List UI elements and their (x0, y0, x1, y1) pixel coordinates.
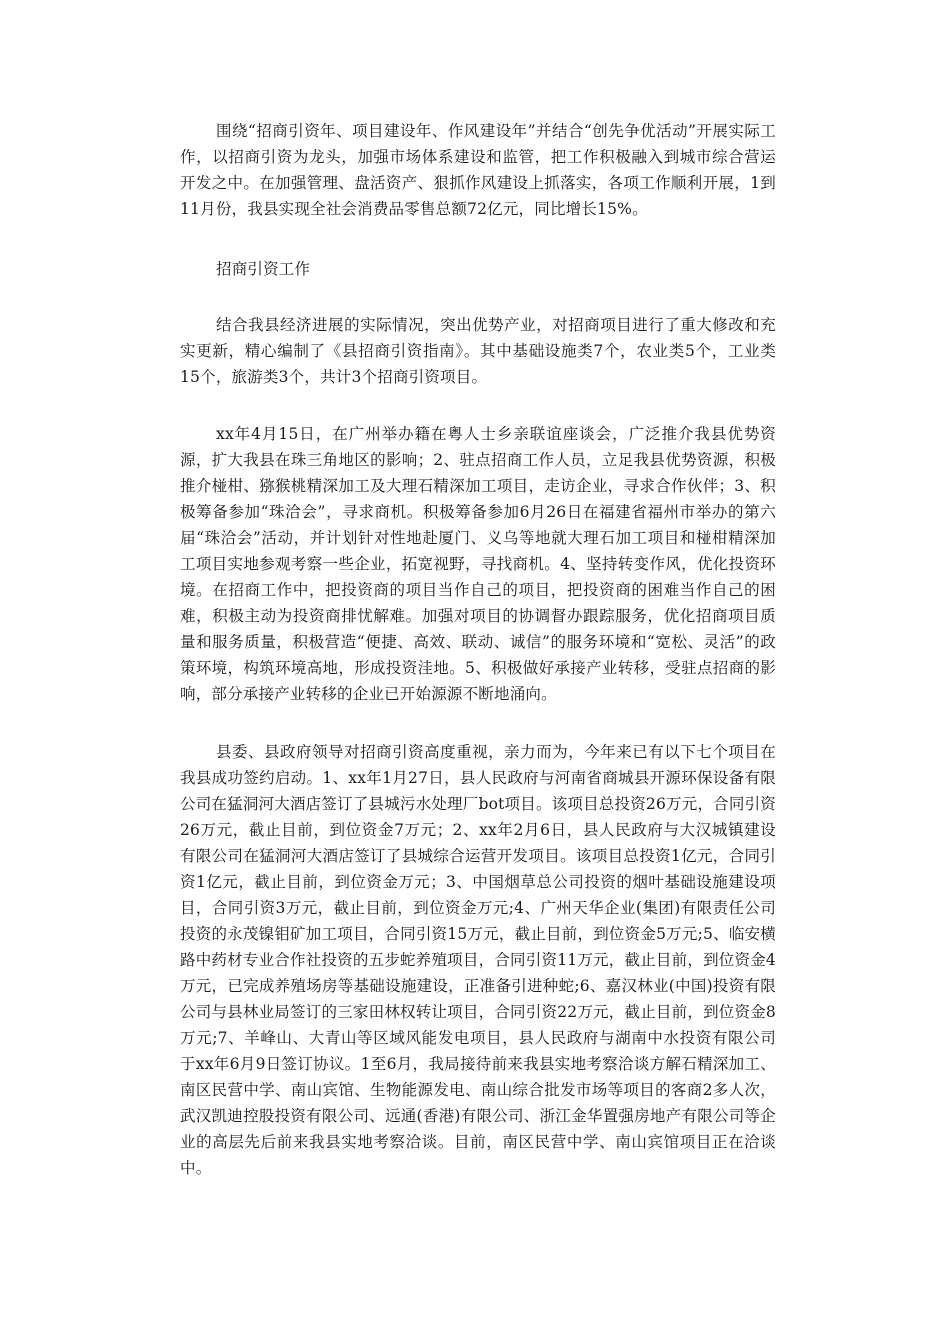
section-heading: 招商引资工作 (216, 260, 311, 278)
document-body (180, 118, 776, 1181)
intro-paragraph: 围绕“招商引资年、项目建设年、作风建设年”并结合“创先争优活动”开展实际工作，以招商引资为龙头，加强市场体系建设和监管，把工作积极融入到城市综合营运开发之中。在加强管理、盘活资产、狠抓作风建设上抓落实，各项工作顺利开展，1到11月份，我县实现全社会消费品零售总额72亿元，同比增长15%。 (180, 122, 776, 218)
signed-projects-paragraph: 县委、县政府领导对招商引资高度重视，亲力而为，今年来已有以下七个项目在我县成功签约启动。1、xx年1月27日，县人民政府与河南省商城县开源环保设备有限公司在猛洞河大酒店签订了县城污水处理厂bot项目。该项目总投资26万元，合同引资26万元，截止目前，到位资金7万元；2、xx年2月6日，县人民政府与大汉城镇建设有限公司在猛洞河大酒店签订了县城综合运营开发项目。该项目总投资1亿元，合同引资1亿元，截止目前，到位资金万元；3、中国烟草总公司投资的烟叶基础设施建设项目，合同引资3万元，截止目前，到位资金万元;4、广州天华企业(集团)有限责任公司投资的永茂镍钼矿加工项目，合同引资15万元，截止目前，到位资金5万元;5、临安横路中药材专业合作社投资的五步蛇养殖项目，合同引资11万元，截止目前，到位资金4万元，已完成养殖场房等基础设施建设，正准备引进种蛇;6、嘉汉林业(中国)投资有限公司与县林业局签订的三家田林权转让项目，合同引资22万元，截止目前，到位资金8万元;7、羊峰山、大青山等区域风能发电项目，县人民政府与湖南中水投资有限公司于xx年6月9日签订协议。1至6月，我局接待前来我县实地考察洽谈方解石精深加工、南区民营中学、南山宾馆、生物能源发电、南山综合批发市场等项目的客商2多人次，武汉凯迪控股投资有限公司、远通(香港)有限公司、浙江金华置强房地产有限公司等企业的高层先后前来我县实地考察洽谈。目前，南区民营中学、南山宾馆项目正在洽谈中。 (180, 743, 776, 1177)
promotion-activities-paragraph: xx年4月15日，在广州举办籍在粤人士乡亲联谊座谈会，广泛推介我县优势资源，扩大我县在珠三角地区的影响；2、驻点招商工作人员，立足我县优势资源，积极推介椪柑、猕猴桃精深加工及大理石精深加工项目，走访企业，寻求合作伙伴；3、积极筹备参加“珠洽会”，寻求商机。积极筹备参加6月26日在福建省福州市举办的第六届“珠洽会”活动，并计划针对性地赴厦门、义乌等地就大理石加工项目和椪柑精深加工项目实地参观考察一些企业，拓宽视野，寻找商机。4、坚持转变作风，优化投资环境。在招商工作中，把投资商的项目当作自己的项目，把投资商的困难当作自己的困难，积极主动为投资商排忧解难。加强对项目的协调督办跟踪服务，优化招商项目质量和服务质量，积极营造“便捷、高效、联动、诚信”的服务环境和“宽松、灵活”的政策环境，构筑环境高地，形成投资洼地。5、积极做好承接产业转移，受驻点招商的影响，部分承接产业转移的企业已开始源源不断地涌向。 (180, 425, 776, 703)
investment-guide-paragraph: 结合我县经济进展的实际情况，突出优势产业，对招商项目进行了重大修改和充实更新，精心编制了《县招商引资指南》。其中基础设施类7个，农业类5个，工业类15个，旅游类3个，共计3个招商引资项目。 (180, 316, 776, 386)
